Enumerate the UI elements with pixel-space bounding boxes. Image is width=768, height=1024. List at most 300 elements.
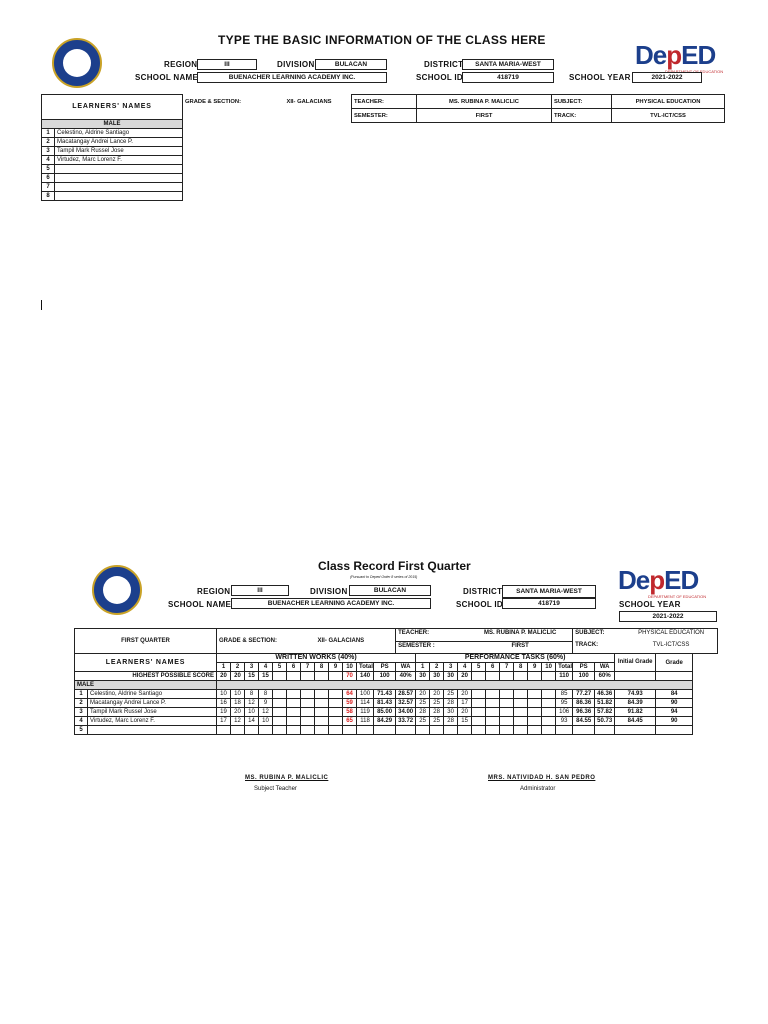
- hps-ww-wa: 40%: [396, 672, 416, 681]
- initial-grade-cell: 91.82: [615, 708, 656, 717]
- ww-ps-cell: 85.00: [374, 708, 396, 717]
- pt-wa-cell: [595, 726, 615, 735]
- class-info-table: [183, 94, 725, 123]
- student-name[interactable]: Virtudez, Marc Lorenz F.: [88, 717, 217, 726]
- pt-total-cell: 106: [556, 708, 573, 717]
- ww-score-cell[interactable]: [287, 690, 301, 699]
- semester-label: SEMESTER:: [352, 109, 417, 123]
- initial-grade-cell: 84.45: [615, 717, 656, 726]
- hps-pt-ps: 100: [573, 672, 595, 681]
- ww-col-number: 1: [217, 663, 231, 672]
- school-year-label: SCHOOL YEAR: [569, 73, 631, 82]
- student-number: 2: [75, 699, 88, 708]
- ww-wa-cell: 28.57: [396, 690, 416, 699]
- subject-value[interactable]: PHYSICAL EDUCATION: [638, 630, 705, 636]
- pt-score-cell[interactable]: [514, 717, 528, 726]
- ww-score-cell[interactable]: 20: [231, 708, 245, 717]
- hps-pt-cell[interactable]: [500, 672, 514, 681]
- hps-pt-cell[interactable]: 30: [416, 672, 430, 681]
- ww-score-cell[interactable]: [273, 690, 287, 699]
- pt-score-cell[interactable]: [528, 726, 542, 735]
- learner-row: [42, 192, 183, 201]
- pt-col-number: 8: [514, 663, 528, 672]
- hps-ww-cell[interactable]: [329, 672, 343, 681]
- pt-score-cell[interactable]: 20: [430, 690, 444, 699]
- learner-name-cell[interactable]: [55, 165, 183, 174]
- district-label: DISTRICT: [424, 60, 464, 69]
- pt-score-cell[interactable]: 28: [430, 708, 444, 717]
- pt-col-number: 10: [542, 663, 556, 672]
- learner-number: 6: [42, 174, 55, 183]
- ww-ps-cell: [374, 726, 396, 735]
- hps-pt-cell[interactable]: [486, 672, 500, 681]
- ww-score-cell[interactable]: 14: [245, 717, 259, 726]
- text-cursor: [41, 300, 42, 310]
- hps-ww-cell[interactable]: 15: [259, 672, 273, 681]
- ww-score-cell[interactable]: [287, 726, 301, 735]
- learner-number: 3: [42, 147, 55, 156]
- learner-name-cell[interactable]: Virtudez, Marc Lorenz F.: [55, 156, 183, 165]
- pt-ps-cell: 86.36: [573, 699, 595, 708]
- student-row: [75, 699, 718, 708]
- ww-score-cell[interactable]: [329, 690, 343, 699]
- student-number: 1: [75, 690, 88, 699]
- ww-score-cell[interactable]: [315, 726, 329, 735]
- ww-score-cell[interactable]: [273, 717, 287, 726]
- pt-score-cell[interactable]: 28: [444, 717, 458, 726]
- ww-score-cell[interactable]: [259, 726, 273, 735]
- quarter-label: FIRST QUARTER: [75, 629, 217, 654]
- deped-logo: DepED: [618, 565, 699, 595]
- student-number: 4: [75, 717, 88, 726]
- ww-score-cell[interactable]: [273, 726, 287, 735]
- ww-score-cell[interactable]: [301, 699, 315, 708]
- ww-score-cell[interactable]: [273, 699, 287, 708]
- ww-ps-cell: 84.29: [374, 717, 396, 726]
- pt-score-cell[interactable]: [486, 690, 500, 699]
- student-name[interactable]: Celestino, Aldrine Santiago: [88, 690, 217, 699]
- learner-name-cell[interactable]: Macatangay Andrei Lance P.: [55, 138, 183, 147]
- pt-score-cell[interactable]: [514, 708, 528, 717]
- ww-score-cell[interactable]: [329, 708, 343, 717]
- ww-wa-cell: 32.57: [396, 699, 416, 708]
- student-number: 5: [75, 726, 88, 735]
- pt-score-cell[interactable]: [500, 726, 514, 735]
- pt-score-cell[interactable]: [500, 699, 514, 708]
- pt-score-cell[interactable]: [472, 699, 486, 708]
- pt-score-cell[interactable]: [528, 690, 542, 699]
- ww-score-cell[interactable]: [315, 690, 329, 699]
- pt-wa-cell: 50.73: [595, 717, 615, 726]
- district-field[interactable]: SANTA MARIA-WEST: [502, 585, 596, 598]
- ww-score-cell[interactable]: [315, 717, 329, 726]
- ww-total-cell: 114: [357, 699, 374, 708]
- ww-score-cell[interactable]: 58: [343, 708, 357, 717]
- ww-col-number: 8: [315, 663, 329, 672]
- ww-score-cell[interactable]: 16: [217, 699, 231, 708]
- deped-logo-subtitle: DEPARTMENT OF EDUCATION: [665, 69, 724, 74]
- pt-score-cell[interactable]: [514, 726, 528, 735]
- pt-score-cell[interactable]: [472, 708, 486, 717]
- ww-score-cell[interactable]: 12: [259, 708, 273, 717]
- pt-col-number: 2: [430, 663, 444, 672]
- ww-score-cell[interactable]: [329, 699, 343, 708]
- ww-score-cell[interactable]: [231, 726, 245, 735]
- ww-wa-header: WA: [396, 663, 416, 672]
- ww-col-number: 10: [343, 663, 357, 672]
- division-field[interactable]: BULACAN: [349, 585, 431, 596]
- region-label: REGION: [164, 60, 198, 69]
- ww-score-cell[interactable]: [301, 690, 315, 699]
- ww-score-cell[interactable]: 10: [217, 690, 231, 699]
- track-value[interactable]: TVL-ICT/CSS: [652, 642, 690, 648]
- pt-score-cell[interactable]: 25: [416, 717, 430, 726]
- hps-label: HIGHEST POSSIBLE SCORE: [75, 672, 217, 681]
- division-field[interactable]: BULACAN: [315, 59, 387, 70]
- deped-logo: DepED: [635, 40, 716, 70]
- ww-col-number: 6: [287, 663, 301, 672]
- subject-value[interactable]: PHYSICAL EDUCATION: [612, 95, 725, 109]
- track-value[interactable]: TVL-ICT/CSS: [612, 109, 725, 123]
- pt-score-cell[interactable]: [430, 726, 444, 735]
- ww-total-cell: 118: [357, 717, 374, 726]
- hps-pt-cell[interactable]: 20: [458, 672, 472, 681]
- quarterly-grade-cell: 90: [656, 699, 693, 708]
- ww-score-cell[interactable]: [329, 717, 343, 726]
- school-id-label: SCHOOL ID: [416, 73, 464, 82]
- pt-score-cell[interactable]: [500, 717, 514, 726]
- pt-col-number: 6: [486, 663, 500, 672]
- pt-score-cell[interactable]: 17: [458, 699, 472, 708]
- ww-score-cell[interactable]: [315, 699, 329, 708]
- district-field[interactable]: SANTA MARIA-WEST: [462, 59, 554, 70]
- pt-score-cell[interactable]: [416, 726, 430, 735]
- hps-pt-cell[interactable]: [542, 672, 556, 681]
- pt-score-cell[interactable]: [486, 726, 500, 735]
- school-id-field[interactable]: 418719: [462, 72, 554, 83]
- learners-list-table: [41, 94, 183, 201]
- student-name[interactable]: Tampil Mark Russel Jose: [88, 708, 217, 717]
- initial-grade-cell: [615, 726, 656, 735]
- pt-score-cell[interactable]: [444, 726, 458, 735]
- learner-row: [42, 183, 183, 192]
- learner-row: [42, 147, 183, 156]
- ww-score-cell[interactable]: 8: [259, 690, 273, 699]
- pt-score-cell[interactable]: [528, 699, 542, 708]
- semester-value[interactable]: FIRST: [511, 642, 529, 649]
- learner-row: [42, 174, 183, 183]
- pt-score-cell[interactable]: [514, 690, 528, 699]
- learner-number: 8: [42, 192, 55, 201]
- school-name-field[interactable]: BUENACHER LEARNING ACADEMY INC.: [197, 72, 387, 83]
- student-row: [75, 726, 718, 735]
- pt-score-cell[interactable]: [514, 699, 528, 708]
- hps-ww-ps: 100: [374, 672, 396, 681]
- deped-seal-icon: [52, 38, 102, 88]
- ww-wa-cell: [396, 726, 416, 735]
- semester-value[interactable]: FIRST: [417, 109, 552, 123]
- hps-ww-cell[interactable]: [287, 672, 301, 681]
- pt-score-cell[interactable]: 25: [430, 699, 444, 708]
- ww-col-number: 5: [273, 663, 287, 672]
- pt-score-cell[interactable]: [486, 708, 500, 717]
- hps-pt-cell[interactable]: 30: [444, 672, 458, 681]
- student-name[interactable]: [88, 726, 217, 735]
- school-year-label: SCHOOL YEAR: [619, 600, 681, 609]
- hps-pt-cell[interactable]: [528, 672, 542, 681]
- school-year-field[interactable]: 2021-2022: [619, 611, 717, 622]
- hps-ww-cell[interactable]: 20: [231, 672, 245, 681]
- semester-label: SEMESTER :: [398, 642, 435, 649]
- pt-score-cell[interactable]: 28: [444, 699, 458, 708]
- pt-ps-cell: 96.36: [573, 708, 595, 717]
- pt-col-number: 1: [416, 663, 430, 672]
- pt-wa-header: WA: [595, 663, 615, 672]
- pt-score-cell[interactable]: [486, 699, 500, 708]
- page2-title: Class Record First Quarter: [318, 559, 471, 573]
- pt-ps-header: PS: [573, 663, 595, 672]
- student-number: 3: [75, 708, 88, 717]
- quarterly-grade-cell: [656, 726, 693, 735]
- ww-ps-cell: 81.43: [374, 699, 396, 708]
- school-id-field[interactable]: 418719: [502, 598, 596, 609]
- pt-col-number: 3: [444, 663, 458, 672]
- ww-col-number: 4: [259, 663, 273, 672]
- ww-col-number: 2: [231, 663, 245, 672]
- learner-row: [42, 138, 183, 147]
- written-works-header: WRITTEN WORKS (40%): [217, 654, 416, 663]
- school-name-field[interactable]: BUENACHER LEARNING ACADEMY INC.: [231, 598, 431, 609]
- admin-signature-role: Administrator: [520, 786, 556, 792]
- grade-header: Grade: [656, 654, 693, 672]
- pt-score-cell[interactable]: 20: [458, 708, 472, 717]
- pt-score-cell[interactable]: [528, 708, 542, 717]
- learner-number: 7: [42, 183, 55, 192]
- ww-wa-cell: 34.00: [396, 708, 416, 717]
- page2-subtitle: (Pursuant to Deped Order 8 series of 2015): [350, 575, 418, 579]
- pt-score-cell[interactable]: [472, 690, 486, 699]
- ww-score-cell[interactable]: [301, 708, 315, 717]
- ww-score-cell[interactable]: 10: [245, 708, 259, 717]
- division-label: DIVISION: [310, 587, 348, 596]
- learners-names-header: LEARNERS' NAMES: [75, 654, 217, 672]
- ww-score-cell[interactable]: [343, 726, 357, 735]
- ww-score-cell[interactable]: 10: [259, 717, 273, 726]
- pt-col-number: 5: [472, 663, 486, 672]
- ww-score-cell[interactable]: [329, 726, 343, 735]
- pt-score-cell[interactable]: [542, 717, 556, 726]
- ww-score-cell[interactable]: 19: [217, 708, 231, 717]
- hps-pt-cell[interactable]: [472, 672, 486, 681]
- ww-score-cell[interactable]: 17: [217, 717, 231, 726]
- pt-score-cell[interactable]: 20: [416, 690, 430, 699]
- student-row: [75, 708, 718, 717]
- pt-score-cell[interactable]: 30: [444, 708, 458, 717]
- pt-score-cell[interactable]: [458, 726, 472, 735]
- male-header: MALE: [75, 681, 217, 690]
- learner-name-cell[interactable]: Celestino, Aldrine Santiago: [55, 129, 183, 138]
- pt-score-cell[interactable]: [500, 708, 514, 717]
- deped-seal-icon: [92, 565, 142, 615]
- ww-total-cell: [357, 726, 374, 735]
- hps-ww-cell[interactable]: 70: [343, 672, 357, 681]
- ww-score-cell[interactable]: 12: [245, 699, 259, 708]
- hps-ww-cell[interactable]: [315, 672, 329, 681]
- initial-grade-cell: 74.93: [615, 690, 656, 699]
- ww-col-number: 3: [245, 663, 259, 672]
- admin-signature-name: MRS. NATIVIDAD H. SAN PEDRO: [488, 775, 596, 781]
- pt-score-cell[interactable]: 25: [444, 690, 458, 699]
- pt-total-cell: 95: [556, 699, 573, 708]
- pt-total-cell: 93: [556, 717, 573, 726]
- ww-ps-header: PS: [374, 663, 396, 672]
- pt-score-cell[interactable]: [528, 717, 542, 726]
- performance-tasks-header: PERFORMANCE TASKS (60%): [416, 654, 615, 663]
- pt-score-cell[interactable]: 25: [416, 699, 430, 708]
- quarterly-grade-cell: 94: [656, 708, 693, 717]
- learner-name-cell[interactable]: Tampil Mark Russel Jose: [55, 147, 183, 156]
- region-field[interactable]: III: [231, 585, 289, 596]
- ww-score-cell[interactable]: [287, 708, 301, 717]
- deped-logo-subtitle: DEPARTMENT OF EDUCATION: [648, 594, 707, 599]
- pt-ps-cell: [573, 726, 595, 735]
- pt-col-number: 9: [528, 663, 542, 672]
- division-label: DIVISION: [277, 60, 315, 69]
- grade-section-label: GRADE & SECTION:: [217, 629, 287, 654]
- track-label: TRACK:: [552, 109, 612, 123]
- pt-total-cell: [556, 726, 573, 735]
- ww-score-cell[interactable]: [273, 708, 287, 717]
- male-header: MALE: [42, 120, 183, 129]
- student-row: [75, 690, 718, 699]
- hps-pt-wa: 60%: [595, 672, 615, 681]
- ww-score-cell[interactable]: [287, 699, 301, 708]
- subject-label: SUBJECT:: [552, 95, 612, 109]
- ww-score-cell[interactable]: [301, 717, 315, 726]
- ww-wa-cell: 33.72: [396, 717, 416, 726]
- ww-score-cell[interactable]: 9: [259, 699, 273, 708]
- ww-score-cell[interactable]: 18: [231, 699, 245, 708]
- learners-names-header: LEARNERS' NAMES: [42, 95, 183, 120]
- track-label: TRACK:: [575, 642, 599, 648]
- ww-total-header: Total: [357, 663, 374, 672]
- ww-score-cell[interactable]: [287, 717, 301, 726]
- ww-score-cell[interactable]: 65: [343, 717, 357, 726]
- initial-grade-cell: 84.39: [615, 699, 656, 708]
- pt-wa-cell: 57.82: [595, 708, 615, 717]
- learner-name-cell[interactable]: [55, 192, 183, 201]
- district-label: DISTRICT: [463, 587, 503, 596]
- learner-row: [42, 165, 183, 174]
- hps-pt-cell[interactable]: [514, 672, 528, 681]
- hps-ww-cell[interactable]: [301, 672, 315, 681]
- ww-total-cell: 119: [357, 708, 374, 717]
- pt-score-cell[interactable]: 20: [458, 690, 472, 699]
- pt-score-cell[interactable]: 28: [416, 708, 430, 717]
- grade-section-value[interactable]: XII- GALACIANS: [287, 629, 396, 654]
- ww-score-cell[interactable]: [301, 726, 315, 735]
- teacher-signature-role: Subject Teacher: [254, 786, 297, 792]
- teacher-value[interactable]: MS. RUBINA P. MALICLIC: [417, 95, 552, 109]
- ww-col-number: 7: [301, 663, 315, 672]
- pt-score-cell[interactable]: [500, 690, 514, 699]
- learner-number: 4: [42, 156, 55, 165]
- pt-col-number: 4: [458, 663, 472, 672]
- pt-col-number: 7: [500, 663, 514, 672]
- learner-number: 5: [42, 165, 55, 174]
- ww-total-cell: 100: [357, 690, 374, 699]
- quarterly-grade-cell: 90: [656, 717, 693, 726]
- hps-pt-cell[interactable]: 30: [430, 672, 444, 681]
- ww-score-cell[interactable]: 8: [245, 690, 259, 699]
- school-name-label: SCHOOL NAME: [135, 73, 199, 82]
- grade-section-value[interactable]: XII- GALACIANS: [286, 98, 332, 105]
- ww-score-cell[interactable]: [245, 726, 259, 735]
- pt-score-cell[interactable]: [542, 690, 556, 699]
- ww-score-cell[interactable]: 12: [231, 717, 245, 726]
- learner-number: 1: [42, 129, 55, 138]
- school-id-label: SCHOOL ID: [456, 600, 504, 609]
- student-row: [75, 717, 718, 726]
- region-field[interactable]: III: [197, 59, 257, 70]
- pt-score-cell[interactable]: 15: [458, 717, 472, 726]
- ww-score-cell[interactable]: [217, 726, 231, 735]
- hps-ww-cell[interactable]: [273, 672, 287, 681]
- hps-ww-cell[interactable]: 15: [245, 672, 259, 681]
- pt-score-cell[interactable]: 25: [430, 717, 444, 726]
- quarterly-grade-cell: 84: [656, 690, 693, 699]
- grade-section-label: GRADE & SECTION:: [185, 98, 242, 105]
- class-record-table: [74, 628, 718, 735]
- pt-total-cell: 85: [556, 690, 573, 699]
- ww-score-cell[interactable]: 10: [231, 690, 245, 699]
- pt-score-cell[interactable]: [486, 717, 500, 726]
- teacher-label: TEACHER:: [398, 630, 430, 636]
- ww-score-cell[interactable]: 64: [343, 690, 357, 699]
- pt-ps-cell: 77.27: [573, 690, 595, 699]
- school-year-field[interactable]: 2021-2022: [632, 72, 702, 83]
- pt-score-cell[interactable]: [542, 699, 556, 708]
- ww-ps-cell: 71.43: [374, 690, 396, 699]
- subject-label: SUBJECT:: [575, 630, 605, 636]
- hps-pt-total: 110: [556, 672, 573, 681]
- teacher-signature-name: MS. RUBINA P. MALICLIC: [245, 775, 329, 781]
- learner-row: [42, 129, 183, 138]
- teacher-value[interactable]: MS. RUBINA P. MALICLIC: [483, 630, 557, 636]
- pt-score-cell[interactable]: [542, 726, 556, 735]
- pt-score-cell[interactable]: [542, 708, 556, 717]
- student-name[interactable]: Macatangay Andrei Lance P.: [88, 699, 217, 708]
- teacher-label: TEACHER:: [352, 95, 417, 109]
- pt-ps-cell: 84.55: [573, 717, 595, 726]
- ww-score-cell[interactable]: 59: [343, 699, 357, 708]
- hps-ww-cell[interactable]: 20: [217, 672, 231, 681]
- region-label: REGION: [197, 587, 231, 596]
- hps-ww-total: 140: [357, 672, 374, 681]
- pt-score-cell[interactable]: [472, 717, 486, 726]
- school-name-label: SCHOOL NAME: [168, 600, 232, 609]
- pt-total-header: Total: [556, 663, 573, 672]
- ww-score-cell[interactable]: [315, 708, 329, 717]
- learner-row: [42, 156, 183, 165]
- learner-number: 2: [42, 138, 55, 147]
- pt-score-cell[interactable]: [472, 726, 486, 735]
- pt-wa-cell: 51.82: [595, 699, 615, 708]
- page1-title: TYPE THE BASIC INFORMATION OF THE CLASS HERE: [218, 33, 546, 47]
- ww-col-number: 9: [329, 663, 343, 672]
- learner-name-cell[interactable]: [55, 183, 183, 192]
- learner-name-cell[interactable]: [55, 174, 183, 183]
